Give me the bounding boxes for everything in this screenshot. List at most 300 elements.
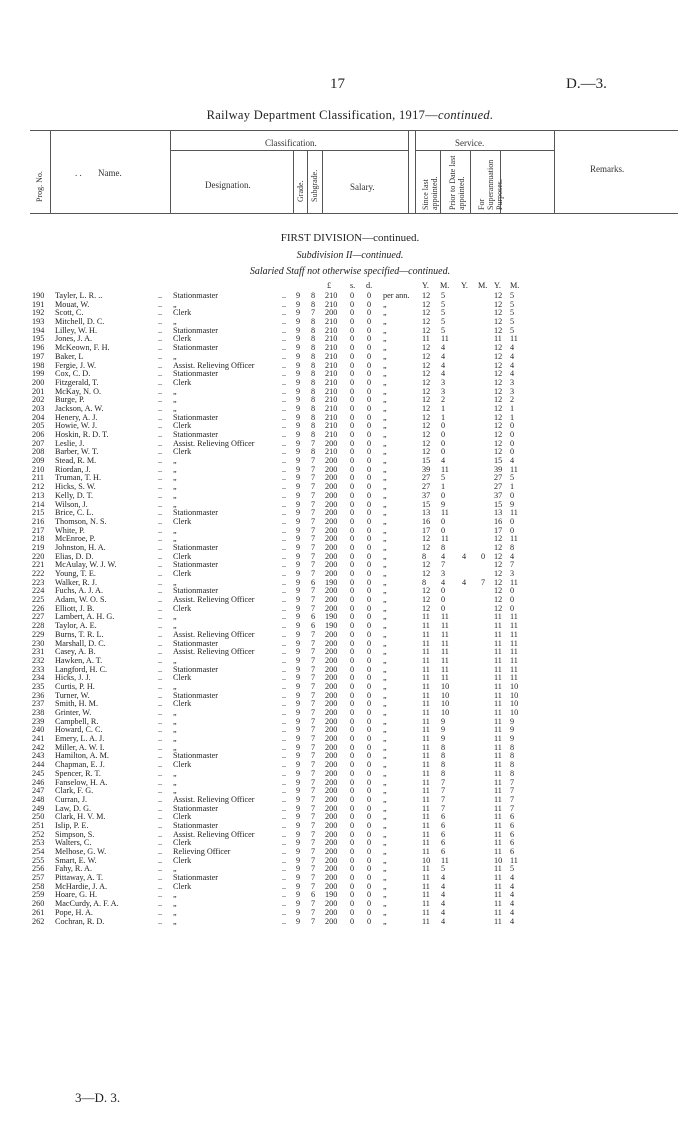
salary-shillings: 0 — [350, 751, 355, 761]
title-main: Railway Department Classification, 1917— — [206, 108, 438, 122]
salary-pence: 0 — [367, 864, 372, 874]
super-years: 12 — [494, 317, 503, 327]
designation: „ — [173, 716, 177, 726]
since-last-months: 9 — [441, 499, 446, 509]
since-last-years: 11 — [422, 699, 430, 709]
designation: Assist. Relieving Officer — [173, 438, 255, 448]
leader-dots: .. — [158, 482, 163, 492]
subgrade: 7 — [311, 829, 316, 839]
super-years: 10 — [494, 855, 503, 865]
prog-number: 223 — [32, 577, 45, 587]
salary-pounds: 210 — [325, 421, 338, 431]
staff-name: Leslie, J. — [55, 438, 85, 448]
super-months: 11 — [510, 664, 518, 674]
salary-period: „ — [383, 464, 387, 474]
salary-pounds: 200 — [325, 464, 338, 474]
subgrade: 7 — [311, 820, 316, 830]
salary-pounds: 200 — [325, 525, 338, 535]
designation: Stationmaster — [173, 508, 219, 518]
salary-period: „ — [383, 725, 387, 735]
salary-pence: 0 — [367, 803, 372, 813]
prog-number: 209 — [32, 456, 45, 466]
salary-period: „ — [383, 786, 387, 796]
subgrade: 6 — [311, 890, 316, 900]
leader-dots: .. — [158, 768, 163, 778]
grade: 9 — [296, 794, 301, 804]
salary-shillings: 0 — [350, 421, 355, 431]
designation: „ — [173, 786, 177, 796]
staff-name: Mitchell, D. C. — [55, 317, 105, 327]
since-last-months: 11 — [441, 334, 449, 344]
since-last-years: 11 — [422, 742, 430, 752]
since-last-months: 7 — [441, 803, 446, 813]
salary-shillings: 0 — [350, 351, 355, 361]
staff-name: Barber, W. T. — [55, 447, 99, 457]
col-designation: Designation. — [205, 180, 251, 190]
leader-dots: .. — [282, 881, 287, 891]
super-years: 12 — [494, 325, 503, 335]
subgrade: 7 — [311, 864, 316, 874]
salary-pounds: 200 — [325, 629, 338, 639]
subgrade: 7 — [311, 595, 316, 605]
since-last-months: 11 — [441, 464, 449, 474]
grade: 9 — [296, 386, 301, 396]
salary-pounds: 200 — [325, 803, 338, 813]
since-last-years: 12 — [422, 569, 431, 578]
unit-months-since: M. — [440, 281, 450, 290]
salary-pence: 0 — [367, 647, 372, 657]
since-last-years: 11 — [422, 890, 430, 900]
designation: Assist. Relieving Officer — [173, 794, 255, 804]
leader-dots: .. — [282, 681, 287, 691]
leader-dots: .. — [158, 603, 163, 613]
prog-number: 250 — [32, 812, 45, 822]
leader-dots: .. — [158, 881, 163, 891]
leader-dots: .. — [282, 655, 287, 665]
super-months: 5 — [510, 473, 515, 483]
leader-dots: .. — [282, 577, 287, 587]
subgrade: 8 — [311, 377, 316, 387]
leader-dots: .. — [158, 343, 163, 353]
leader-dots: .. — [282, 890, 287, 900]
salary-shillings: 0 — [350, 829, 355, 839]
subgrade: 8 — [311, 403, 316, 413]
leader-dots: .. — [282, 291, 287, 300]
prog-number: 207 — [32, 438, 45, 448]
salary-shillings: 0 — [350, 794, 355, 804]
salary-pounds: 210 — [325, 343, 338, 353]
leader-dots: .. — [282, 351, 287, 361]
salary-pounds: 200 — [325, 751, 338, 761]
super-months: 9 — [510, 734, 515, 744]
leader-dots: .. — [158, 751, 163, 761]
prog-number: 246 — [32, 777, 45, 787]
salary-shillings: 0 — [350, 542, 355, 552]
subgrade: 7 — [311, 456, 316, 466]
leader-dots: .. — [282, 516, 287, 526]
salary-shillings: 0 — [350, 343, 355, 353]
staff-name: Burge, P. — [55, 395, 85, 405]
grade: 9 — [296, 473, 301, 483]
prog-number: 199 — [32, 369, 45, 379]
salary-pounds: 200 — [325, 542, 338, 552]
super-years: 11 — [494, 803, 502, 813]
grade: 9 — [296, 369, 301, 379]
designation: „ — [173, 708, 177, 717]
prog-number: 256 — [32, 864, 45, 874]
grade: 9 — [296, 734, 301, 744]
salary-shillings: 0 — [350, 447, 355, 457]
super-years: 12 — [494, 291, 503, 300]
staff-name: Riordan, J. — [55, 464, 91, 474]
designation: Clerk — [173, 569, 192, 578]
leader-dots: .. — [282, 456, 287, 466]
super-months: 1 — [510, 403, 515, 413]
super-months: 4 — [510, 873, 515, 883]
since-last-months: 11 — [441, 855, 449, 865]
staff-name: Miller, A. W. I. — [55, 742, 105, 752]
leader-dots: .. — [158, 864, 163, 874]
salary-shillings: 0 — [350, 334, 355, 344]
salary-pounds: 200 — [325, 760, 338, 770]
prog-number: 259 — [32, 890, 45, 900]
salary-pounds: 200 — [325, 786, 338, 796]
since-last-months: 10 — [441, 690, 450, 700]
prog-number: 235 — [32, 681, 45, 691]
subgrade: 7 — [311, 847, 316, 856]
super-years: 12 — [494, 603, 503, 613]
prog-number: 239 — [32, 716, 45, 726]
leader-dots: .. — [282, 525, 287, 535]
since-last-years: 39 — [422, 464, 431, 474]
grade: 9 — [296, 664, 301, 674]
salary-shillings: 0 — [350, 734, 355, 744]
salary-pounds: 210 — [325, 325, 338, 335]
leader-dots: .. — [282, 464, 287, 474]
leader-dots: .. — [158, 325, 163, 335]
super-months: 0 — [510, 447, 515, 457]
leader-dots: .. — [282, 412, 287, 422]
salary-pence: 0 — [367, 786, 372, 796]
prog-number: 260 — [32, 899, 45, 909]
since-last-months: 11 — [441, 534, 449, 544]
designation: Stationmaster — [173, 412, 219, 422]
salary-pounds: 200 — [325, 734, 338, 744]
super-months: 0 — [510, 603, 515, 613]
salary-pounds: 190 — [325, 612, 338, 622]
leader-dots: .. — [282, 855, 287, 865]
salary-pence: 0 — [367, 890, 372, 900]
salary-pence: 0 — [367, 690, 372, 700]
subgrade: 7 — [311, 760, 316, 770]
salary-pounds: 210 — [325, 291, 338, 300]
since-last-months: 5 — [441, 291, 446, 300]
salary-period: „ — [383, 560, 387, 570]
super-months: 8 — [510, 768, 515, 778]
since-last-months: 8 — [441, 542, 446, 552]
salary-pounds: 210 — [325, 377, 338, 387]
prog-number: 252 — [32, 829, 45, 839]
since-last-years: 11 — [422, 664, 430, 674]
super-months: 4 — [510, 890, 515, 900]
grade: 9 — [296, 907, 301, 917]
designation: Clerk — [173, 377, 192, 387]
col-subgrade: Subgrade. — [310, 169, 319, 202]
prog-number: 224 — [32, 586, 45, 596]
salary-period: „ — [383, 508, 387, 518]
grade: 9 — [296, 803, 301, 813]
since-last-years: 12 — [422, 447, 431, 457]
salary-pence: 0 — [367, 291, 372, 300]
prog-number: 237 — [32, 699, 45, 709]
staff-name: Burns, T. R. L. — [55, 629, 104, 639]
since-last-months: 10 — [441, 681, 450, 691]
leader-dots: .. — [158, 560, 163, 570]
salary-pence: 0 — [367, 403, 372, 413]
super-months: 11 — [510, 577, 518, 587]
staff-name: Simpson, S. — [55, 829, 95, 839]
subgrade: 8 — [311, 369, 316, 379]
super-months: 5 — [510, 864, 515, 874]
super-months: 11 — [510, 621, 518, 631]
since-last-years: 11 — [422, 899, 430, 909]
salary-pounds: 200 — [325, 838, 338, 848]
since-last-months: 4 — [441, 890, 446, 900]
subgrade: 7 — [311, 751, 316, 761]
super-months: 8 — [510, 751, 515, 761]
leader-dots: .. — [282, 586, 287, 596]
prog-number: 204 — [32, 412, 45, 422]
salary-shillings: 0 — [350, 325, 355, 335]
leader-dots: .. — [282, 369, 287, 379]
salary-pounds: 200 — [325, 473, 338, 483]
prog-number: 192 — [32, 308, 45, 318]
since-last-months: 0 — [441, 421, 446, 431]
subgrade: 7 — [311, 508, 316, 518]
leader-dots: .. — [158, 499, 163, 509]
designation: Stationmaster — [173, 343, 219, 353]
staff-name: Wilson, J. — [55, 499, 88, 509]
designation: Stationmaster — [173, 690, 219, 700]
salary-shillings: 0 — [350, 438, 355, 448]
since-last-years: 12 — [422, 534, 431, 544]
col-salary: Salary. — [350, 182, 375, 192]
grade: 9 — [296, 343, 301, 353]
designation: Clerk — [173, 516, 192, 526]
since-last-years: 11 — [422, 794, 430, 804]
super-months: 11 — [510, 655, 518, 665]
since-last-months: 3 — [441, 386, 446, 396]
salary-pounds: 200 — [325, 456, 338, 466]
designation: Stationmaster — [173, 586, 219, 596]
leader-dots: .. — [282, 482, 287, 492]
subgrade: 7 — [311, 734, 316, 744]
super-months: 6 — [510, 812, 515, 822]
leader-dots: .. — [158, 386, 163, 396]
salary-pounds: 200 — [325, 499, 338, 509]
salary-shillings: 0 — [350, 612, 355, 622]
staff-name: Stead, R. M. — [55, 456, 97, 466]
salary-pence: 0 — [367, 855, 372, 865]
designation: Clerk — [173, 855, 192, 865]
leader-dots: .. — [158, 655, 163, 665]
designation: „ — [173, 395, 177, 405]
grade: 9 — [296, 873, 301, 883]
super-years: 11 — [494, 629, 502, 639]
super-years: 11 — [494, 864, 502, 874]
staff-name: Hoskin, R. D. T. — [55, 430, 109, 439]
subgrade: 7 — [311, 708, 316, 717]
salary-period: „ — [383, 855, 387, 865]
salary-period: „ — [383, 343, 387, 353]
super-years: 11 — [494, 777, 502, 787]
super-years: 11 — [494, 621, 502, 631]
since-last-months: 7 — [441, 777, 446, 787]
super-months: 9 — [510, 716, 515, 726]
subgrade: 7 — [311, 655, 316, 665]
salary-shillings: 0 — [350, 412, 355, 422]
designation: „ — [173, 725, 177, 735]
staff-name: MacCurdy, A. F. A. — [55, 899, 119, 909]
salary-shillings: 0 — [350, 803, 355, 813]
super-years: 12 — [494, 586, 503, 596]
salary-shillings: 0 — [350, 395, 355, 405]
leader-dots: .. — [158, 699, 163, 709]
super-years: 11 — [494, 638, 502, 648]
subgrade: 7 — [311, 899, 316, 909]
salary-period: „ — [383, 595, 387, 605]
since-last-months: 9 — [441, 734, 446, 744]
salary-period: „ — [383, 612, 387, 622]
since-last-years: 11 — [422, 838, 430, 848]
salary-period: „ — [383, 569, 387, 578]
col-classification: Classification. — [265, 138, 317, 148]
salary-pounds: 200 — [325, 595, 338, 605]
salary-period: „ — [383, 864, 387, 874]
leader-dots: .. — [158, 377, 163, 387]
salary-period: „ — [383, 751, 387, 761]
leader-dots: .. — [158, 681, 163, 691]
prog-number: 245 — [32, 768, 45, 778]
staff-name: Islip, P. E. — [55, 820, 89, 830]
staff-name: Elias, D. D. — [55, 551, 94, 561]
since-last-years: 11 — [422, 334, 430, 344]
staff-name: Walters, C. — [55, 838, 92, 848]
leader-dots: .. — [282, 447, 287, 457]
prog-number: 198 — [32, 360, 45, 370]
since-last-years: 11 — [422, 681, 430, 691]
super-years: 12 — [494, 569, 503, 578]
salary-pence: 0 — [367, 699, 372, 709]
grade: 9 — [296, 847, 301, 856]
super-months: 4 — [510, 360, 515, 370]
salary-shillings: 0 — [350, 907, 355, 917]
salary-period: „ — [383, 325, 387, 335]
leader-dots: .. — [158, 351, 163, 361]
salary-shillings: 0 — [350, 681, 355, 691]
subgrade: 7 — [311, 534, 316, 544]
subgrade: 7 — [311, 482, 316, 492]
salary-pence: 0 — [367, 551, 372, 561]
designation: „ — [173, 464, 177, 474]
salary-pounds: 200 — [325, 725, 338, 735]
subgrade: 7 — [311, 516, 316, 526]
prog-number: 205 — [32, 421, 45, 431]
leader-dots: .. — [282, 803, 287, 813]
super-years: 12 — [494, 386, 503, 396]
salary-pounds: 200 — [325, 899, 338, 909]
staff-name: Spencer, R. T. — [55, 768, 101, 778]
leader-dots: .. — [282, 595, 287, 605]
salary-pounds: 200 — [325, 794, 338, 804]
super-years: 12 — [494, 551, 503, 561]
since-last-months: 8 — [441, 751, 446, 761]
leader-dots: .. — [282, 308, 287, 318]
grade: 9 — [296, 673, 301, 683]
salary-period: „ — [383, 907, 387, 917]
salary-pence: 0 — [367, 612, 372, 622]
super-months: 4 — [510, 369, 515, 379]
salary-pence: 0 — [367, 438, 372, 448]
salary-pounds: 200 — [325, 603, 338, 613]
super-years: 11 — [494, 829, 502, 839]
super-years: 12 — [494, 299, 503, 309]
salary-shillings: 0 — [350, 629, 355, 639]
super-months: 7 — [510, 777, 515, 787]
designation: Stationmaster — [173, 664, 219, 674]
col-name-dots: . . — [75, 168, 82, 178]
salary-pence: 0 — [367, 395, 372, 405]
grade: 9 — [296, 447, 301, 457]
salary-period: „ — [383, 516, 387, 526]
staff-name: Pittaway, A. T. — [55, 873, 104, 883]
grade: 9 — [296, 490, 301, 500]
designation: Relieving Officer — [173, 847, 231, 856]
designation: „ — [173, 577, 177, 587]
designation: „ — [173, 742, 177, 752]
subgrade: 7 — [311, 473, 316, 483]
super-years: 12 — [494, 534, 503, 544]
page-number: 17 — [330, 76, 345, 92]
salary-pence: 0 — [367, 569, 372, 578]
grade: 9 — [296, 603, 301, 613]
super-months: 0 — [510, 430, 515, 439]
designation: Clerk — [173, 334, 192, 344]
salary-period: „ — [383, 412, 387, 422]
prog-number: 218 — [32, 534, 45, 544]
staff-name: Turner, W. — [55, 690, 90, 700]
subgrade: 7 — [311, 786, 316, 796]
salary-shillings: 0 — [350, 690, 355, 700]
salary-shillings: 0 — [350, 777, 355, 787]
prog-number: 248 — [32, 794, 45, 804]
grade: 9 — [296, 430, 301, 439]
staff-name: Melhose, G. W. — [55, 847, 107, 856]
leader-dots: .. — [158, 308, 163, 318]
super-months: 5 — [510, 317, 515, 327]
leader-dots: .. — [158, 734, 163, 744]
salary-shillings: 0 — [350, 430, 355, 439]
super-months: 0 — [510, 438, 515, 448]
grade: 9 — [296, 508, 301, 518]
salary-pence: 0 — [367, 595, 372, 605]
grade: 9 — [296, 551, 301, 561]
since-last-years: 12 — [422, 386, 431, 396]
since-last-months: 11 — [441, 647, 449, 657]
designation: Stationmaster — [173, 430, 219, 439]
salary-period: „ — [383, 708, 387, 717]
super-years: 27 — [494, 473, 503, 483]
